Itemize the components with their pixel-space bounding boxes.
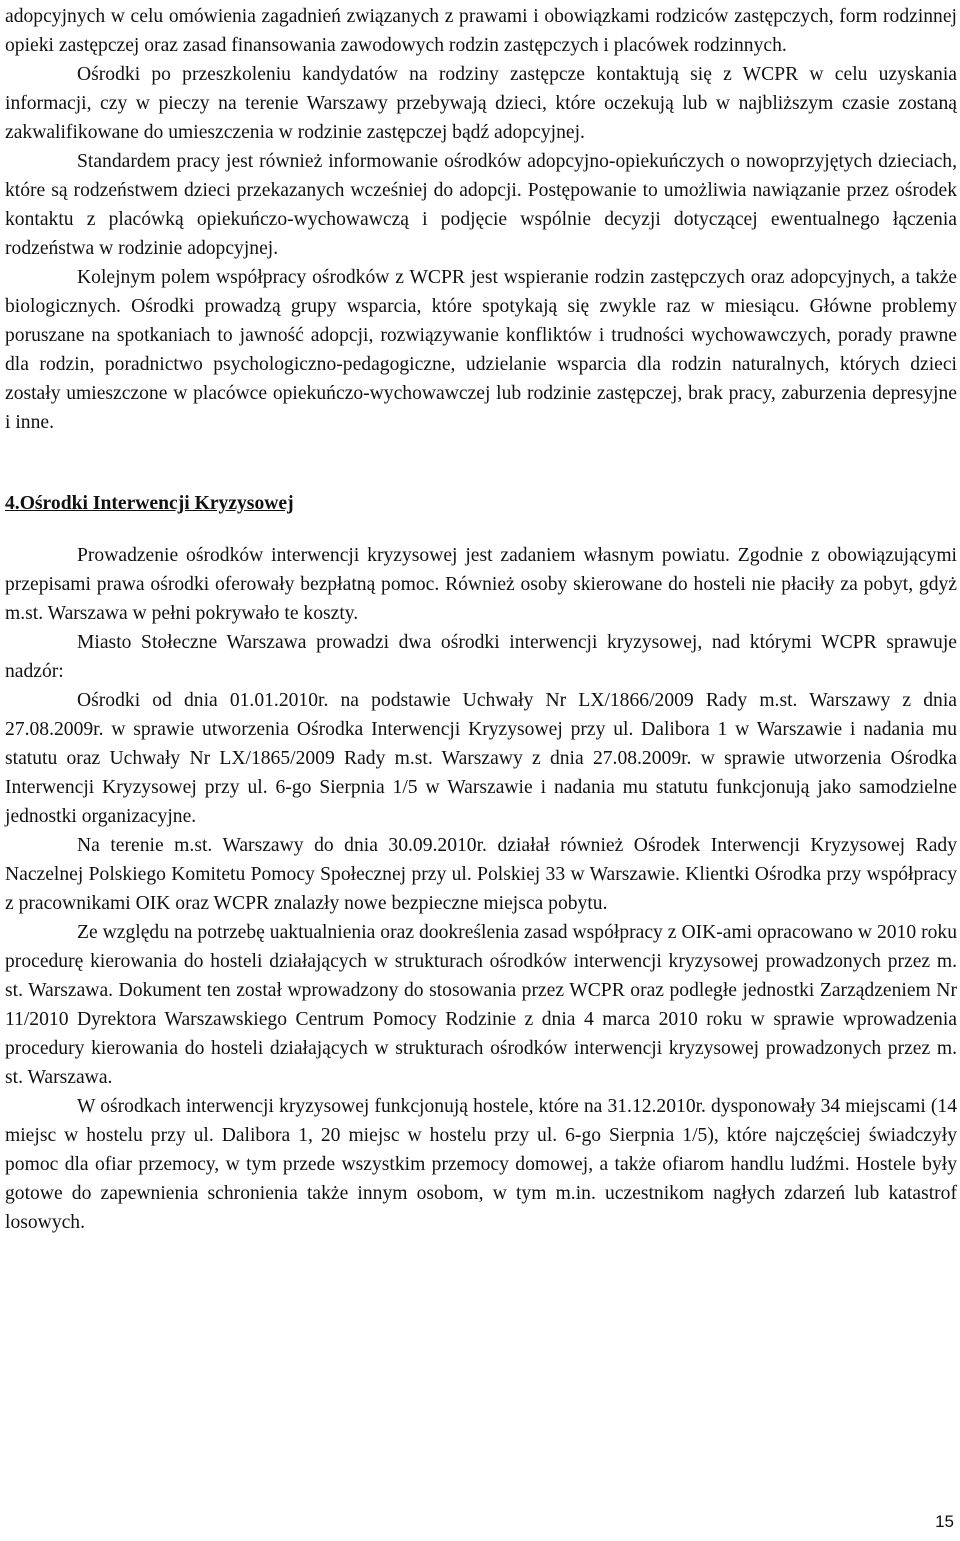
paragraph-siblings-info: Standardem pracy jest również informowanie ośrodków adopcyjno-opiekuńczych o nowoprzyjętych dzieciach, które są rodzeństwem dzieci przekazanych wcześniej do adopcji. Postępowanie to umożliwia nawiązanie przez ośrodek kontaktu z placówką opiekuńczo-wychowawczą i podjęcie wspólnie decyzji dotyczącej ewentualnego łączenia rodzeństwa w rodzinie adopcyjnej. <box>5 151 957 259</box>
paragraph-continuation: adopcyjnych w celu omówienia zagadnień związanych z prawami i obowiązkami rodziców zastępczych, form rodzinnej opieki zastępczej oraz zasad finansowania zawodowych rodzin zastępczych i placówek rodzinnych. <box>5 6 957 56</box>
paragraph-resolutions: Ośrodki od dnia 01.01.2010r. na podstawie Uchwały Nr LX/1866/2009 Rady m.st. Warszawy z dnia 27.08.2009r. w sprawie utworzenia Ośrodka Interwencji Kryzysowej przy ul. Dalibora 1 w Warszawie i nadania mu statutu oraz Uchwały Nr LX/1865/2009 Rady m.st. Warszawy z dnia 27.08.2009r. w sprawie utworzenia Ośrodka Interwencji Kryzysowej przy ul. 6-go Sierpnia 1/5 w Warszawie i nadania mu statutu funkcjonują jako samodzielne jednostki organizacyjne. <box>5 690 957 827</box>
section-heading: 4.Ośrodki Interwencji Kryzysowej <box>5 493 294 514</box>
paragraph-pkps-center: Na terenie m.st. Warszawy do dnia 30.09.2010r. działał również Ośrodek Interwencji Kryzysowej Rady Naczelnej Polskiego Komitetu Pomocy Społecznej przy ul. Polskiej 33 w Warszawie. Klientki Ośrodka przy współpracy z pracownikami OIK oraz WCPR znalazły nowe bezpieczne miejsca pobytu. <box>5 835 957 914</box>
paragraph-hostels-capacity: W ośrodkach interwencji kryzysowej funkcjonują hostele, które na 31.12.2010r. dysponowały 34 miejscami (14 miejsc w hostelu przy ul. Dalibora 1, 20 miejsc w hostelu przy ul. 6-go Sierpnia 1/5), które najczęściej świadczyły pomoc dla ofiar przemocy, w tym przede wszystkim przemocy domowej, a także ofiarom handlu ludźmi. Hostele były gotowe do zapewnienia schronienia także innym osobom, w tym m.in. uczestnikom nagłych zdarzeń lub katastrof losowych. <box>5 1096 957 1233</box>
paragraph-support-groups: Kolejnym polem współpracy ośrodków z WCPR jest wspieranie rodzin zastępczych oraz adopcyjnych, a także biologicznych. Ośrodki prowadzą grupy wsparcia, które spotykają się zwykle raz w miesiącu. Główne problemy poruszane na spotkaniach to jawność adopcji, rozwiązywanie konfliktów i trudności wychowawczych, porady prawne dla rodzin, poradnictwo psychologiczno-pedagogiczne, udzielanie wsparcia dla rodzin naturalnych, których dzieci zostały umieszczone w placówce opiekuńczo-wychowawczej lub rodzinie zastępczej, brak pracy, zaburzenia depresyjne i inne. <box>5 267 957 433</box>
paragraph-training-contact: Ośrodki po przeszkoleniu kandydatów na rodziny zastępcze kontaktują się z WCPR w celu uzyskania informacji, czy w pieczy na terenie Warszawy przebywają dzieci, które oczekują lub w najbliższym czasie zostaną zakwalifikowane do umieszczenia w rodzinie zastępczej bądź adopcyjnej. <box>5 64 957 143</box>
paragraph-hostel-procedure: Ze względu na potrzebę uaktualnienia oraz dookreślenia zasad współpracy z OIK-ami opracowano w 2010 roku procedurę kierowania do hosteli działających w strukturach ośrodków interwencji kryzysowej prowadzonych przez m. st. Warszawa. Dokument ten został wprowadzony do stosowania przez WCPR oraz podległe jednostki Zarządzeniem Nr 11/2010 Dyrektora Warszawskiego Centrum Pomocy Rodzinie z dnia 4 marca 2010 roku w sprawie wprowadzenia procedury kierowania do hosteli działających w strukturach ośrodków interwencji kryzysowej prowadzonych przez m. st. Warszawa. <box>5 922 957 1088</box>
page-content <box>5 2 957 1237</box>
paragraph-crisis-centers-intro: Prowadzenie ośrodków interwencji kryzysowej jest zadaniem własnym powiatu. Zgodnie z obowiązującymi przepisami prawa ośrodki oferowały bezpłatną pomoc. Również osoby skierowane do hosteli nie płaciły za pobyt, gdyż m.st. Warszawa w pełni pokrywało te koszty. <box>5 545 957 624</box>
paragraph-two-centers: Miasto Stołeczne Warszawa prowadzi dwa ośrodki interwencji kryzysowej, nad którymi WCPR sprawuje nadzór: <box>5 632 957 682</box>
page-number: 15 <box>935 1512 954 1531</box>
